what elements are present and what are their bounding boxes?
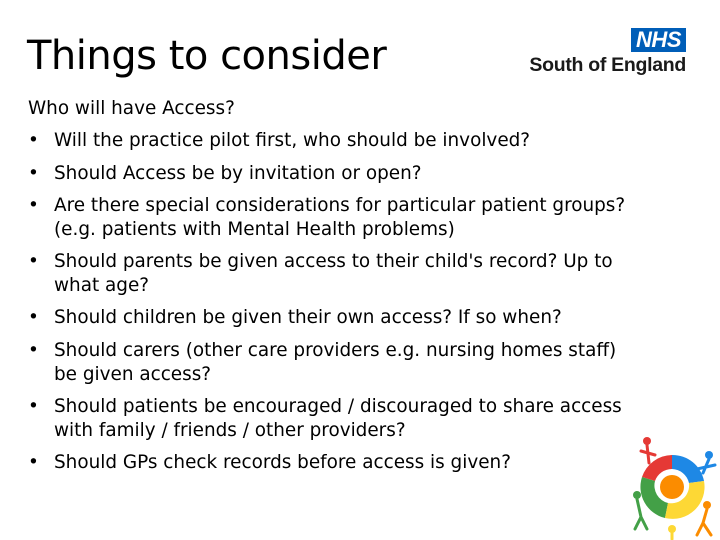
list-item-continuation: (e.g. patients with Mental Health problems) [54,219,455,241]
puzzle-people-icon [625,425,720,540]
bullet-icon: • [28,452,39,474]
slide-body [28,93,678,480]
figure-body [697,509,711,535]
list-item-text: Should patients be encouraged / discouraged to share access [54,396,622,418]
list-item [28,246,678,298]
list-item [28,302,678,334]
consideration-list [28,125,678,479]
figure-body [641,445,655,463]
list-item-continuation: what age? [54,275,150,297]
bullet-icon: • [28,307,39,329]
bullet-icon: • [28,339,39,361]
list-item-text: Should Access be by invitation or open? [54,162,422,184]
bullet-icon: • [28,251,39,273]
lead-question: Who will have Access? [28,98,235,119]
bullet-icon: • [28,162,39,184]
list-item-text: Should GPs check records before access is given? [54,452,511,474]
list-item-text: Should parents be given access to their child's record? Up to [54,251,613,273]
nhs-region-name: South of England [529,54,686,76]
list-item [28,447,678,479]
list-item-text: Should children be given their own access? If so when? [54,307,562,329]
nhs-logo [520,28,690,78]
list-item [28,190,678,242]
list-item [28,158,678,190]
puzzle-center [660,475,684,499]
bullet-icon: • [28,130,39,152]
list-item-text: Will the practice pilot first, who should be involved? [54,130,531,152]
list-item [28,391,678,443]
bullet-icon: • [28,396,39,418]
list-item-text: Are there special considerations for particular patient groups? [54,194,626,216]
list-item-continuation: be given access? [54,364,212,386]
list-item-text: Should carers (other care providers e.g. nursing homes staff) [54,339,617,361]
list-item [28,335,678,387]
slide-title: Things to consider [27,33,387,79]
list-item [28,125,678,157]
nhs-wordmark: NHS [631,28,686,52]
list-item-continuation: with family / friends / other providers? [54,420,406,442]
bullet-icon: • [28,194,39,216]
